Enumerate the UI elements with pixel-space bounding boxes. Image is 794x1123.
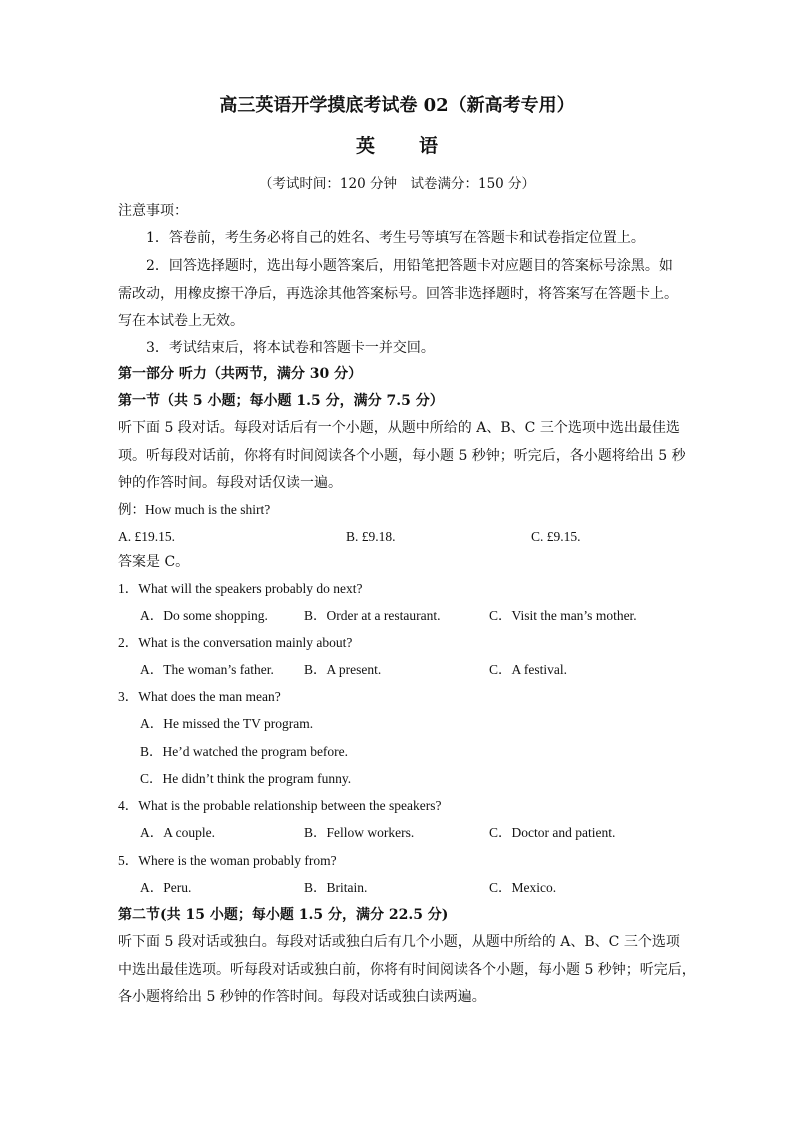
section2-instruction-line-3: 各小题将给出 5 秒钟的作答时间。每段对话或独白读两遍。 <box>118 989 486 1005</box>
question-3: 3．What does the man mean? <box>118 689 281 704</box>
subject-char-2: 语 <box>419 135 439 157</box>
question-4: 4．What is the probable relationship between the speakers? <box>118 798 442 813</box>
question-1-option-b: B．Order at a restaurant. <box>304 608 441 623</box>
question-4-option-c: C．Doctor and patient. <box>489 825 616 840</box>
question-3-option-b: B．He’d watched the program before. <box>140 744 349 759</box>
section2-instruction-line-2: 中选出最佳选项。听每段对话或独白前，你将有时间阅读各个小题，每小题 5 秒钟；听完后， <box>118 962 696 978</box>
section2-instruction-line-1: 听下面 5 段对话或独白。每段对话或独白后有几个小题，从题中所给的 A、B、C 三个选项 <box>118 934 680 950</box>
section1-instruction-line-2: 项。听每段对话前，你将有时间阅读各个小题，每小题 5 秒钟；听完后，各小题将给出 5 秒 <box>118 448 686 464</box>
exam-info: （考试时间：120 分钟 试卷满分：150 分） <box>258 176 536 192</box>
example-answer: 答案是 C。 <box>118 554 190 570</box>
question-1-option-c: C．Visit the man’s mother. <box>489 608 637 623</box>
section2-heading: 第二节(共 15 小题；每小题 1.5 分，满分 22.5 分) <box>118 907 449 923</box>
example-question: 例：How much is the shirt? <box>118 502 271 517</box>
question-5-option-a: A．Peru. <box>140 880 192 895</box>
question-5: 5．Where is the woman probably from? <box>118 853 337 868</box>
part1-heading: 第一部分 听力（共两节，满分 30 分） <box>118 366 363 382</box>
note-item-2-line-3: 写在本试卷上无效。 <box>118 313 244 329</box>
note-item-3: 3．考试结束后，将本试卷和答题卡一并交回。 <box>146 340 435 356</box>
question-3-option-a: A．He missed the TV program. <box>140 716 314 731</box>
example-option-a: A. £19.15. <box>118 529 175 544</box>
example-option-c: C. £9.15. <box>531 529 581 544</box>
question-2-option-c: C．A festival. <box>489 662 567 677</box>
question-3-option-c: C．He didn’t think the program funny. <box>140 771 352 786</box>
note-item-2-line-2: 需改动，用橡皮擦干净后，再选涂其他答案标号。回答非选择题时，将答案写在答题卡上。 <box>118 286 678 302</box>
note-item-1: 1．答卷前，考生务必将自己的姓名、考生号等填写在答题卡和试卷指定位置上。 <box>146 230 645 246</box>
question-2-option-b: B．A present. <box>304 662 382 677</box>
question-2: 2．What is the conversation mainly about? <box>118 635 353 650</box>
section1-instruction-line-1: 听下面 5 段对话。每段对话后有一个小题，从题中所给的 A、B、C 三个选项中选出最佳选 <box>118 420 680 436</box>
subject-heading <box>0 136 794 156</box>
question-4-option-a: A．A couple. <box>140 825 215 840</box>
exam-title: 高三英语开学摸底考试卷 02（新高考专用） <box>219 95 575 116</box>
question-5-option-b: B．Britain. <box>304 880 368 895</box>
notes-heading: 注意事项： <box>118 203 188 219</box>
question-5-option-c: C．Mexico. <box>489 880 557 895</box>
example-option-b: B. £9.18. <box>346 529 396 544</box>
question-1-option-a: A．Do some shopping. <box>140 608 268 623</box>
section1-heading: 第一节（共 5 小题；每小题 1.5 分，满分 7.5 分） <box>118 393 444 409</box>
note-item-2-line-1: 2．回答选择题时，选出每小题答案后，用铅笔把答题卡对应题目的答案标号涂黑。如 <box>146 258 673 274</box>
subject-char-1: 英 <box>355 135 375 157</box>
question-4-option-b: B．Fellow workers. <box>304 825 415 840</box>
section1-instruction-line-3: 钟的作答时间。每段对话仅读一遍。 <box>118 475 342 491</box>
question-2-option-a: A．The woman’s father. <box>140 662 274 677</box>
question-1: 1．What will the speakers probably do next? <box>118 581 363 596</box>
